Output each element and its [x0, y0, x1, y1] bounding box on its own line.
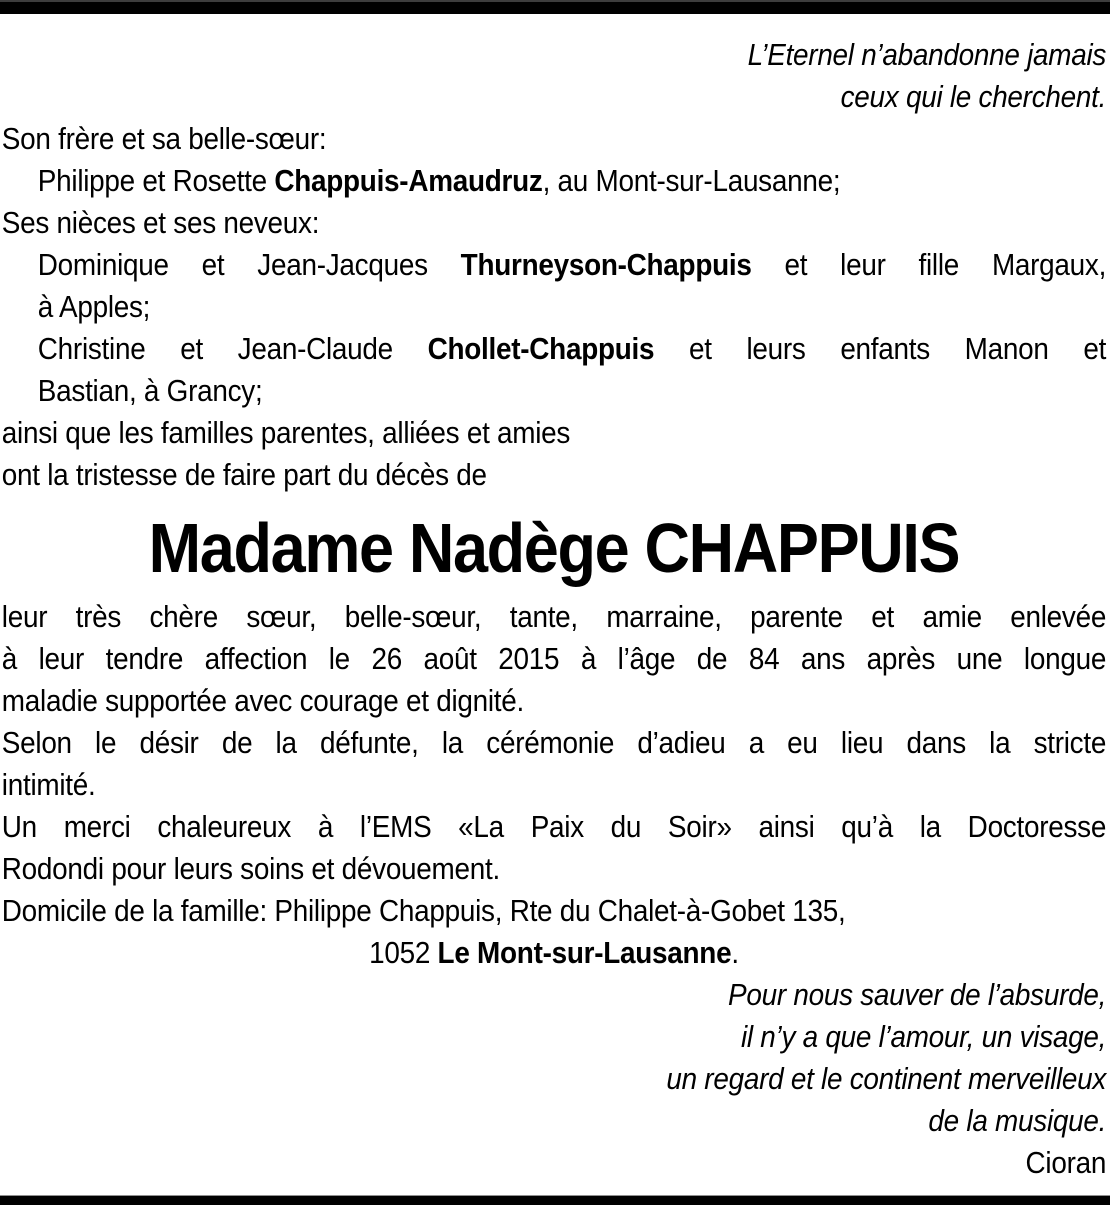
brother-line-post: , au Mont-sur-Lausanne; — [542, 163, 841, 198]
family1-line-1 — [2, 244, 1106, 286]
thanks-line-1: Un merci chaleureux à l’EMS «La Paix du Soir» ainsi qu’à la Doctoresse — [1, 809, 1107, 844]
top-rule — [0, 0, 1110, 14]
closing-quote-line-4: de la musique. — [928, 1103, 1107, 1138]
families-line: ainsi que les familles parentes, alliées et amies — [1, 415, 571, 450]
address-line-1: Domicile de la famille: Philippe Chappuis, Rte du Chalet-à-Gobet 135, — [1, 893, 846, 928]
bottom-rule — [0, 1195, 1110, 1205]
family1-line-2: à Apples; — [37, 289, 151, 324]
address-line2-post: . — [731, 935, 739, 970]
brother-header: Son frère et sa belle-sœur: — [1, 121, 327, 156]
epigraph-line-2: ceux qui le cherchent. — [840, 79, 1107, 114]
announcement-line: ont la tristesse de faire part du décès de — [1, 457, 487, 492]
family1-line1-pre: Dominique et Jean-Jacques — [37, 247, 461, 282]
epigraph-line-1: L’Eternel n’abandonne jamais — [747, 37, 1107, 72]
family2-line1-post: et leurs enfants Manon et — [654, 331, 1107, 366]
brother-line — [2, 160, 1106, 202]
brother-family-name: Chappuis-Amaudruz — [274, 163, 543, 198]
family2-line1-pre: Christine et Jean-Claude — [37, 331, 428, 366]
address-town: Le Mont-sur-Lausanne — [437, 935, 732, 970]
quote-attribution: Cioran — [1025, 1145, 1107, 1180]
tribute-line-3: maladie supportée avec courage et dignité. — [1, 683, 525, 718]
closing-quote-line-2: il n’y a que l’amour, un visage, — [740, 1019, 1107, 1054]
family1-family-name: Thurneyson-Chappuis — [460, 247, 752, 282]
ceremony-line-1: Selon le désir de la défunte, la cérémonie d’adieu a eu lieu dans la stricte — [1, 725, 1107, 760]
address-postal-code: 1052 — [369, 935, 438, 970]
brother-line-pre: Philippe et Rosette — [37, 163, 275, 198]
closing-quote-line-3: un regard et le continent merveilleux — [666, 1061, 1107, 1096]
thanks-line-2: Rodondi pour leurs soins et dévouement. — [1, 851, 500, 886]
nieces-header: Ses nièces et ses neveux: — [1, 205, 320, 240]
family2-line-1 — [2, 328, 1106, 370]
tribute-line-2: à leur tendre affection le 26 août 2015 à l’âge de 84 ans après une longue — [1, 641, 1107, 676]
notice-content — [0, 14, 1110, 1184]
family1-line1-post: et leur fille Margaux, — [751, 247, 1107, 282]
closing-quote-line-1: Pour nous sauver de l’absurde, — [728, 977, 1107, 1012]
tribute-line-1: leur très chère sœur, belle-sœur, tante, marraine, parente et amie enlevée — [1, 599, 1107, 634]
family2-line-2: Bastian, à Grancy; — [37, 373, 263, 408]
family2-family-name: Chollet-Chappuis — [427, 331, 655, 366]
address-line-2 — [2, 932, 1106, 974]
deceased-name: Madame Nadège CHAPPUIS — [148, 509, 960, 587]
ceremony-line-2: intimité. — [1, 767, 96, 802]
